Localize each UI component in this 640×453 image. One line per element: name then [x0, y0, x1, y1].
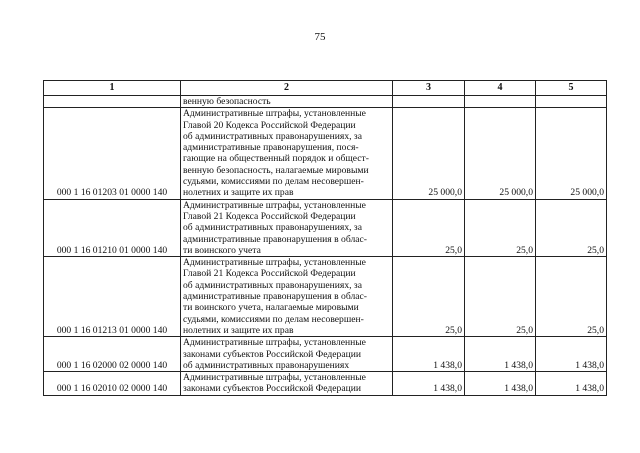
description-line: судьями, комиссиями по делам несовершен-: [183, 176, 364, 188]
description-line: судьями, комиссиями по делам несовершен-: [183, 313, 364, 325]
description-line: венную безопасность, налагаемые мировыми: [183, 164, 369, 176]
description-line: об административных правонарушениях, за: [183, 130, 362, 142]
table-header-row: [44, 81, 607, 96]
description-line: об административных правонарушениях, за: [183, 222, 362, 234]
budget-code-cell: 000 1 16 01210 01 0000 140: [44, 199, 181, 256]
column-header-2: 2: [181, 81, 393, 96]
description-line: Главой 21 Кодекса Российской Федерации: [183, 210, 356, 222]
amount-cell-col5: 25 000,0: [536, 108, 607, 199]
description-line: Административные штрафы, установленные: [183, 337, 366, 349]
description-line: Главой 21 Кодекса Российской Федерации: [183, 268, 356, 280]
description-line: об административных правонарушениях: [183, 359, 350, 371]
table-row: [44, 337, 607, 372]
amount-cell-col4: [465, 96, 536, 108]
description-line: Административные штрафы, установленные: [183, 108, 366, 120]
column-header-1: 1: [44, 81, 181, 96]
page-number: 75: [314, 31, 326, 43]
amount-cell-col5: 25,0: [536, 199, 607, 256]
description-cell: [181, 257, 393, 337]
description-line: ти воинского учета, налагаемые мировыми: [183, 302, 359, 314]
amount-cell-col3: 25 000,0: [393, 108, 465, 199]
amount-cell-col3: 1 438,0: [393, 372, 465, 396]
column-header-3: 3: [393, 81, 465, 96]
table-row: [44, 257, 607, 337]
description-cell: [181, 108, 393, 199]
budget-code-cell: [44, 96, 181, 108]
budget-code-cell: 000 1 16 02000 02 0000 140: [44, 337, 181, 372]
table-row: [44, 96, 607, 108]
budget-code-cell: 000 1 16 02010 02 0000 140: [44, 372, 181, 396]
description-line: об административных правонарушениях, за: [183, 279, 362, 291]
description-line: административные правонарушения, пося-: [183, 142, 359, 154]
amount-cell-col3: 25,0: [393, 199, 465, 256]
amount-cell-col4: 1 438,0: [465, 337, 536, 372]
description-line: Главой 20 Кодекса Российской Федерации: [183, 119, 356, 131]
table-body: [44, 96, 607, 396]
budget-code-cell: 000 1 16 01203 01 0000 140: [44, 108, 181, 199]
amount-cell-col5: 1 438,0: [536, 372, 607, 396]
description-line: Административные штрафы, установленные: [183, 257, 366, 269]
amount-cell-col4: 25,0: [465, 257, 536, 337]
amount-cell-col5: [536, 96, 607, 108]
description-cell: [181, 199, 393, 256]
description-cell: [181, 372, 393, 396]
description-line: Административные штрафы, установленные: [183, 372, 366, 384]
description-line: законами субъектов Российской Федерации: [183, 348, 361, 360]
budget-code-cell: 000 1 16 01213 01 0000 140: [44, 257, 181, 337]
description-line: ти воинского учета: [183, 244, 261, 256]
description-line: законами субъектов Российской Федерации: [183, 383, 361, 395]
amount-cell-col4: 1 438,0: [465, 372, 536, 396]
amount-cell-col4: 25,0: [465, 199, 536, 256]
table-row: [44, 108, 607, 199]
description-line: нолетних и защите их прав: [183, 187, 294, 199]
description-line: Административные штрафы, установленные: [183, 199, 366, 211]
amount-cell-col5: 25,0: [536, 257, 607, 337]
column-header-5: 5: [536, 81, 607, 96]
description-line: венную безопасность: [183, 96, 271, 107]
amount-cell-col3: 1 438,0: [393, 337, 465, 372]
description-line: нолетних и защите их прав: [183, 324, 294, 336]
budget-table: [43, 80, 607, 396]
amount-cell-col5: 1 438,0: [536, 337, 607, 372]
table-row: [44, 199, 607, 256]
description-cell: [181, 96, 393, 108]
amount-cell-col3: [393, 96, 465, 108]
amount-cell-col3: 25,0: [393, 257, 465, 337]
description-line: административные правонарушения в облас-: [183, 291, 367, 303]
description-cell: [181, 337, 393, 372]
amount-cell-col4: 25 000,0: [465, 108, 536, 199]
description-line: гающие на общественный порядок и общест-: [183, 153, 369, 165]
description-line: административные правонарушения в облас-: [183, 233, 367, 245]
column-header-4: 4: [465, 81, 536, 96]
table-row: [44, 372, 607, 396]
